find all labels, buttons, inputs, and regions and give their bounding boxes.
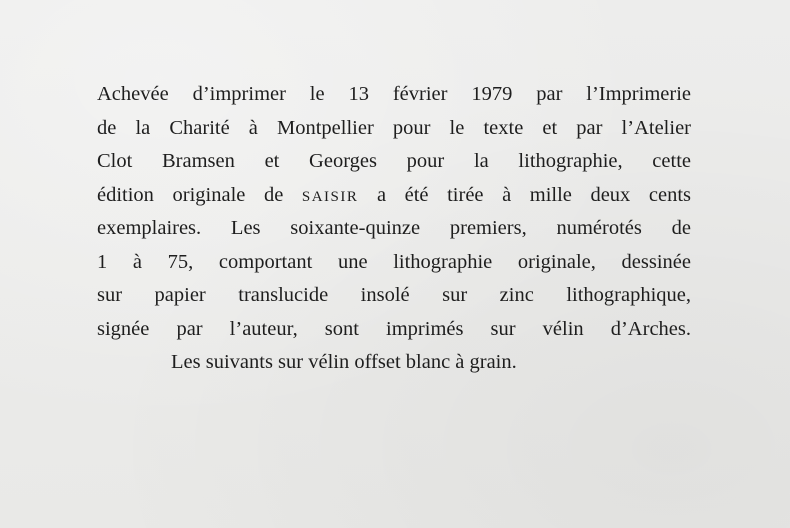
colophon-line-4 <box>97 179 691 213</box>
colophon-line-2: de la Charité à Montpellier pour le texte et par l’Atelier <box>97 116 691 139</box>
book-title: SAISIR <box>301 188 359 205</box>
colophon-line-4-before: édition originale de <box>97 183 302 206</box>
colophon-line-5: exemplaires. Les soixante-quinze premiers, numérotés de <box>97 217 691 239</box>
colophon-text-block <box>97 78 691 380</box>
colophon-line-6: 1 à 75, comportant une lithographie originale, dessinée <box>97 250 691 273</box>
colophon-line-8: signée par l’auteur, sont imprimés sur vélin d’Arches. <box>97 317 691 340</box>
colophon-line-7: sur papier translucide insolé sur zinc lithographique, <box>97 284 691 306</box>
colophon-line-4-after: a été tirée à mille deux cents <box>358 183 692 206</box>
colophon-line-1: Achevée d’imprimer le 13 février 1979 par l’Imprimerie <box>97 83 691 105</box>
colophon-line-3: Clot Bramsen et Georges pour la lithographie, cette <box>97 150 691 172</box>
colophon-line-9: Les suivants sur vélin offset blanc à grain. <box>171 351 517 373</box>
